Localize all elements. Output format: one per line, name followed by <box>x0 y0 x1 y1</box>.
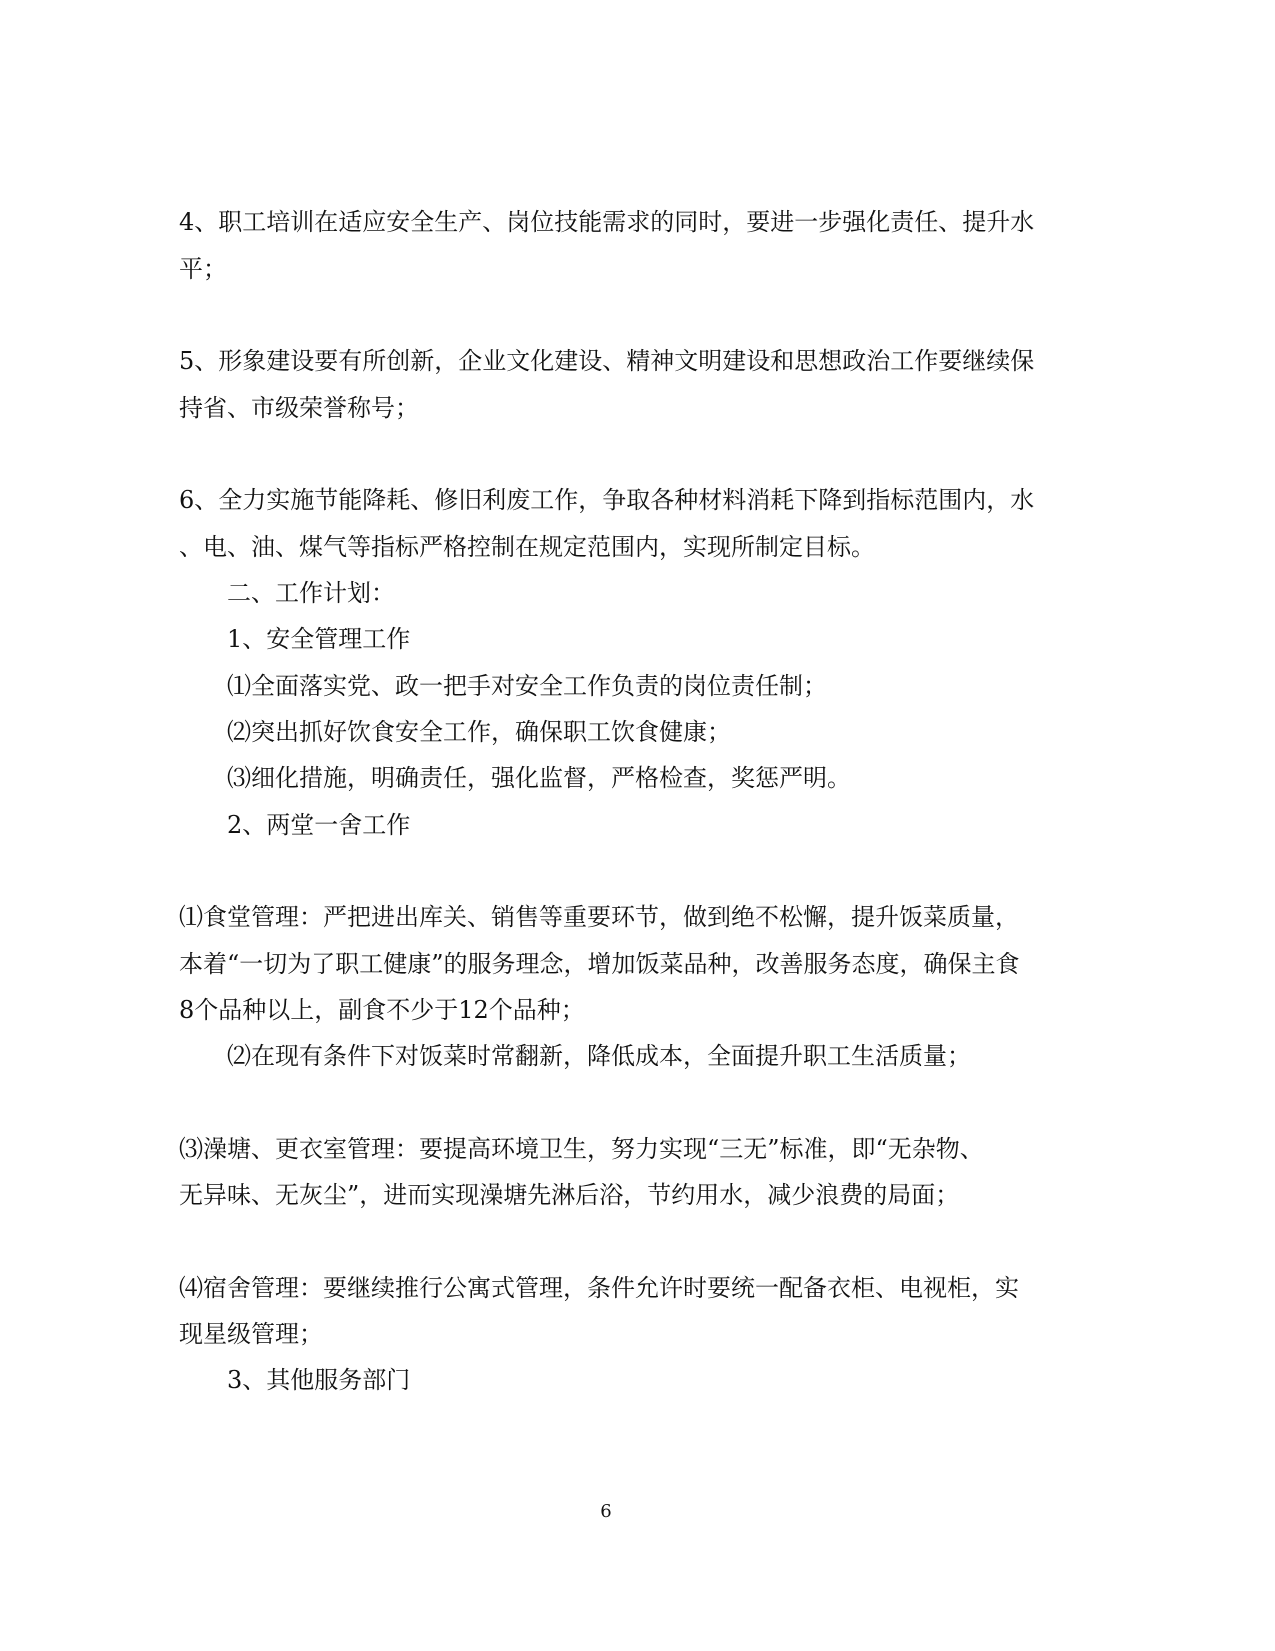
subsection-heading: 2、两堂一舍工作 <box>227 811 411 839</box>
text-line: 无异味、无灰尘”，进而实现澡塘先淋后浴，节约用水，减少浪费的局面； <box>179 1181 960 1209</box>
text-line: 6、全力实施节能降耗、修旧利废工作，争取各种材料消耗下降到指标范围内，水 <box>179 486 1035 514</box>
list-item: ⑵突出抓好饮食安全工作，确保职工饮食健康； <box>227 718 731 746</box>
text-line: ⑶澡塘、更衣室管理：要提高环境卫生，努力实现“三无”标准，即“无杂物、 <box>179 1135 984 1163</box>
text-line: 5、形象建设要有所创新，企业文化建设、精神文明建设和思想政治工作要继续保 <box>179 347 1035 375</box>
text-line: 平； <box>179 255 227 283</box>
text-line: ⑴食堂管理：严把进出库关、销售等重要环节，做到绝不松懈，提升饭菜质量， <box>179 903 1019 931</box>
text-line: 4、职工培训在适应安全生产、岗位技能需求的同时，要进一步强化责任、提升水 <box>179 208 1035 236</box>
list-item: ⑵在现有条件下对饭菜时常翻新，降低成本，全面提升职工生活质量； <box>227 1042 971 1070</box>
text-line: 8个品种以上，副食不少于12个品种； <box>179 996 585 1024</box>
text-line: 本着“一切为了职工健康”的服务理念，增加饭菜品种，改善服务态度，确保主食 <box>179 950 1020 978</box>
page-number: 6 <box>600 1501 612 1522</box>
text-line: 、电、油、煤气等指标严格控制在规定范围内，实现所制定目标。 <box>179 533 875 561</box>
list-item: ⑴全面落实党、政一把手对安全工作负责的岗位责任制； <box>227 672 827 700</box>
text-line: 持省、市级荣誉称号； <box>179 394 419 422</box>
section-heading: 二、工作计划： <box>227 579 395 607</box>
text-line: ⑷宿舍管理：要继续推行公寓式管理，条件允许时要统一配备衣柜、电视柜，实 <box>179 1274 1019 1302</box>
list-item: ⑶细化措施，明确责任，强化监督，严格检查，奖惩严明。 <box>227 764 851 792</box>
subsection-heading: 1、安全管理工作 <box>227 625 411 653</box>
subsection-heading: 3、其他服务部门 <box>227 1366 411 1394</box>
text-line: 现星级管理； <box>179 1320 323 1348</box>
